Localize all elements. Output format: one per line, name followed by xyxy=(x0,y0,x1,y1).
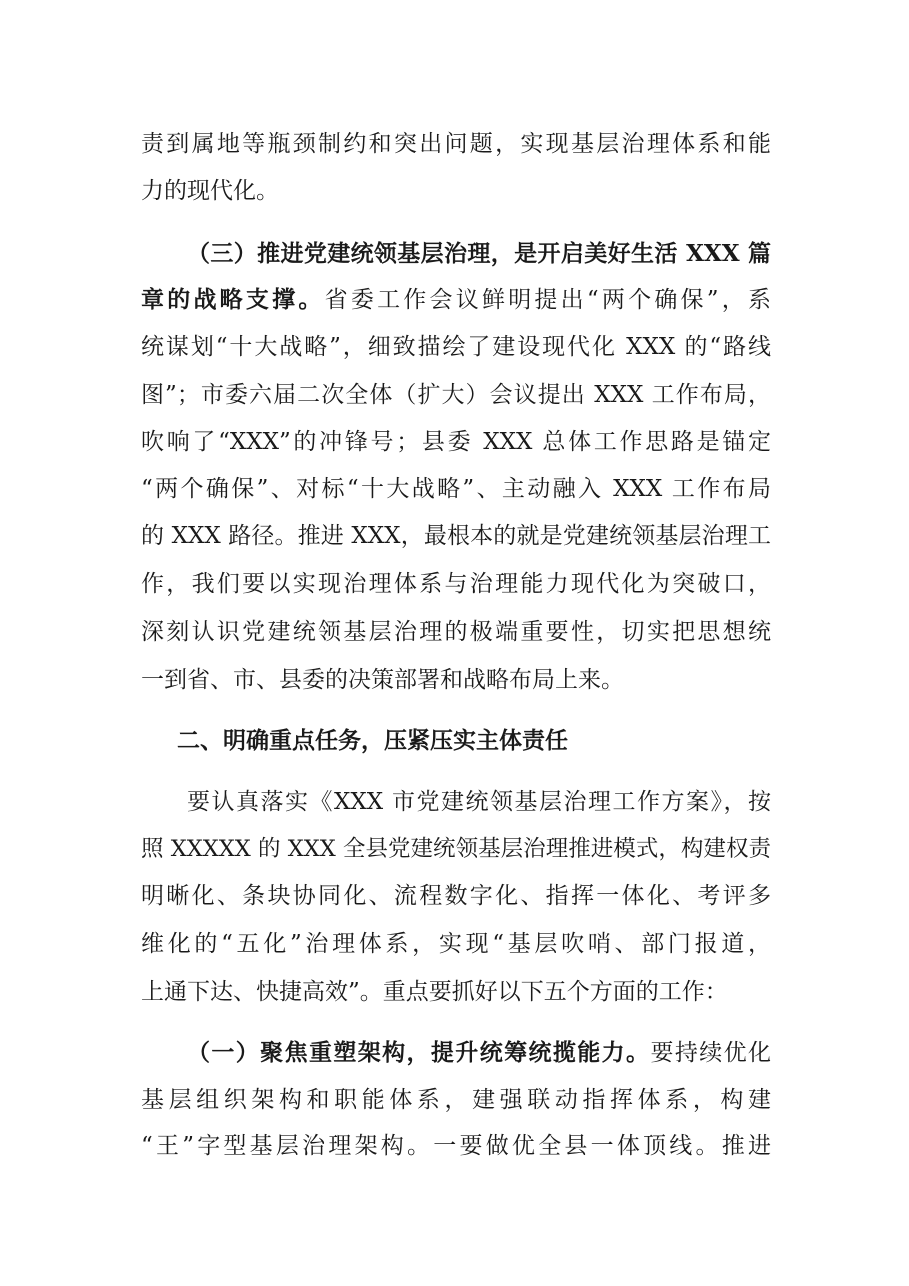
paragraph-line xyxy=(141,285,771,315)
paragraph-line: 力的现代化。 xyxy=(141,178,279,204)
paragraph-line: 基层组织架构和职能体系，建强联动指挥体系，构建 xyxy=(141,1087,771,1113)
paragraph-line: 要认真落实《XXX 市党建统领基层治理工作方案》，按 xyxy=(187,789,771,815)
section-heading: 二、明确重点任务，压紧压实主体责任 xyxy=(177,727,568,754)
paragraph-line: 责到属地等瓶颈制约和突出问题，实现基层治理体系和能 xyxy=(141,131,771,157)
paragraph-text: 要持续优化 xyxy=(650,1040,772,1066)
paragraph-line: 的 XXX 路径。推进 XXX，最根本的就是党建统领基层治理工 xyxy=(141,523,771,549)
paragraph-text: 省委工作会议鲜明提出“两个确保”，系 xyxy=(324,287,771,313)
paragraph-line: 上通下达、快捷高效”。重点要抓好以下五个方面的工作： xyxy=(141,979,728,1005)
subsection-heading-line: （三）推进党建统领基层治理，是开启美好生活 XXX 篇 xyxy=(187,240,771,267)
paragraph-line: 深刻认识党建统领基层治理的极端重要性，切实把思想统 xyxy=(141,619,771,645)
paragraph-line: 维化的“五化”治理体系，实现“基层吹哨、部门报道， xyxy=(141,931,771,957)
paragraph-line: 明晰化、条块协同化、流程数字化、指挥一体化、考评多 xyxy=(141,883,771,909)
paragraph-line: 一到省、市、县委的决策部署和战略布局上来。 xyxy=(141,667,624,693)
paragraph-line: 统谋划“十大战略”，细致描绘了建设现代化 XXX 的“路线 xyxy=(141,334,771,360)
paragraph-line xyxy=(187,1038,771,1068)
subsection-heading-tail: 章的战略支撑。 xyxy=(141,286,325,313)
paragraph-line: “王”字型基层治理架构。一要做优全县一体顶线。推进 xyxy=(141,1133,771,1159)
paragraph-line: “两个确保”、对标“十大战略”、主动融入 XXX 工作布局 xyxy=(141,476,771,502)
paragraph-line: 图”；市委六届二次全体（扩大）会议提出 XXX 工作布局， xyxy=(141,382,771,408)
paragraph-line: 照 XXXXX 的 XXX 全县党建统领基层治理推进模式，构建权责 xyxy=(141,836,771,862)
paragraph-line: 吹响了“XXX”的冲锋号；县委 XXX 总体工作思路是锚定 xyxy=(141,429,771,455)
paragraph-line: 作，我们要以实现治理体系与治理能力现代化为突破口， xyxy=(141,571,771,597)
subsection-heading: （一）聚焦重塑架构，提升统筹统揽能力。 xyxy=(187,1039,651,1066)
